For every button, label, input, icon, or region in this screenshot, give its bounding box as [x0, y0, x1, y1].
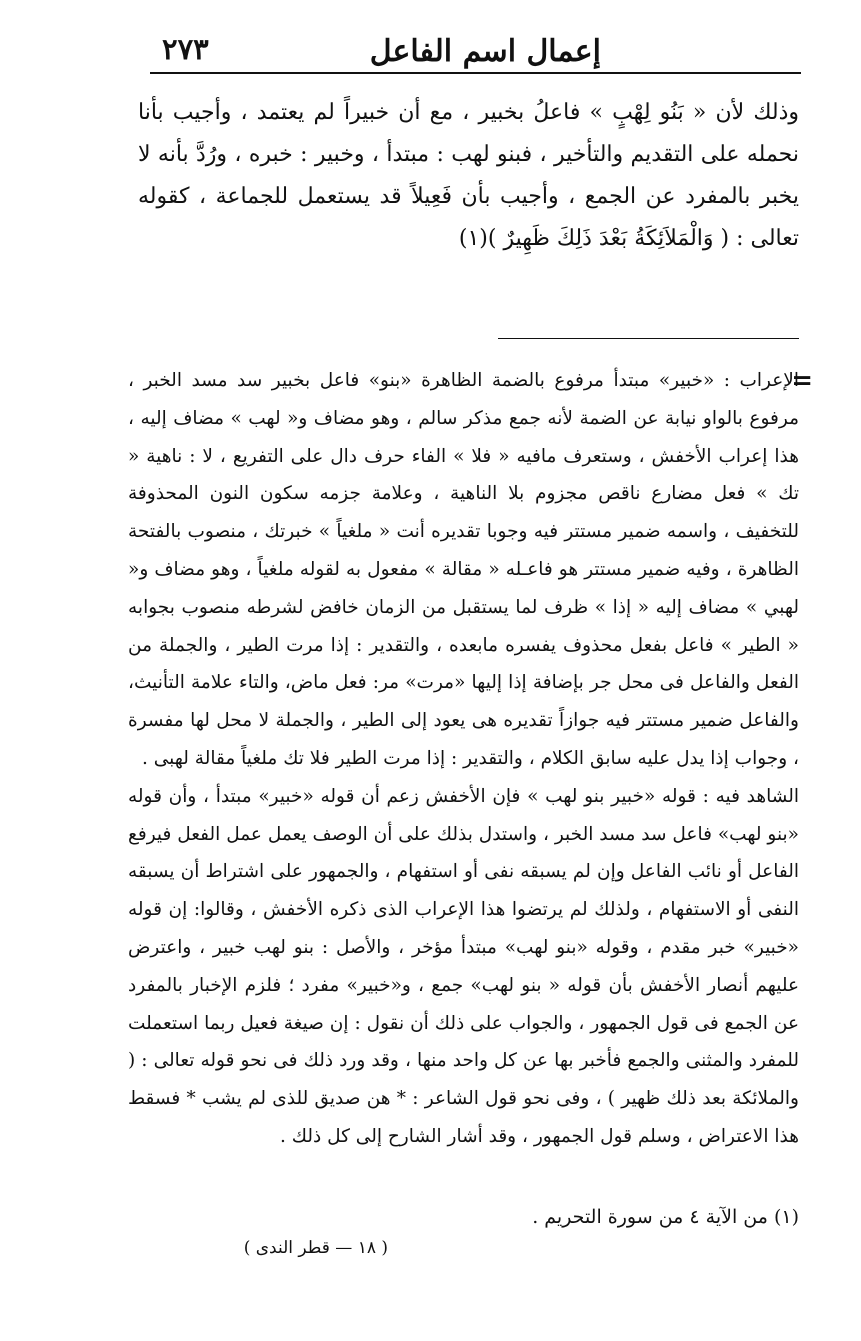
page-title: إعمال اسم الفاعل	[369, 34, 601, 69]
header-rule	[150, 72, 801, 74]
footnote: (١) من الآية ٤ من سورة التحريم .	[532, 1206, 799, 1228]
page-header	[150, 28, 801, 72]
main-paragraph: وذلك لأن « بَنُو لِهْبٍ » فاعلُ بخبير ، مع أن خبيراً لم يعتمد ، وأجيب بأنا نحمله على التقديم والتأخير ، فبنو لهب : مبتدأ ، وخبير : خبره ، ورُدَّ بأنه لا يخبر بالمفرد عن الجمع ، وأجيب بأن فَعِيلاً قد يستعمل للجماعة ، كقوله تعالى : ( وَالْمَلاَئِكَةُ بَعْدَ ذَلِكَ ظَهِيرٌ )(١)	[138, 100, 799, 251]
commentary-block	[128, 362, 799, 1156]
main-text-block	[138, 92, 799, 260]
commentary-paragraph-irab: الإعراب : «خبير» مبتدأ مرفوع بالضمة الظاهرة «بنو» فاعل بخبير سد مسد الخبر ، مرفوع بالواو نيابة عن الضمة لأنه جمع مذكر سالم ، وهو مضاف و« لهب » مضاف إليه ، هذا إعراب الأخفش ، وستعرف مافيه « فلا » الفاء حرف دال على التفريع ، لا : ناهية « تك » فعل مضارع ناقص مجزوم بلا الناهية ، وعلامة جزمه سكون النون المحذوفة للتخفيف ، واسمه ضمير مستتر فيه وجوبا تقديره أنت « ملغياً » خبرتك ، منصوب بالفتحة الظاهرة ، وفيه ضمير مستتر هو فاعـله « مقالة » مفعول به لقوله ملغياً ، وهو مضاف و« لهبي » مضاف إليه « إذا » ظرف لما يستقبل من الزمان خافض لشرطه منصوب بجوابه « الطير » فاعل بفعل محذوف يفسره مابعده ، والتقدير : إذا مرت الطير ، والجملة من الفعل والفاعل فى محل جر بإضافة إذا إليها «مرت» مر: فعل ماض، والتاء علامة التأنيث، والفاعل ضمير مستتر فيه جوازاً تقديره هى يعود إلى الطير ، والجملة لا محل لها مفسرة ، وجواب إذا يدل عليه سابق الكلام ، والتقدير : إذا مرت الطير فلا تك ملغياً مقالة لهبى .	[128, 370, 799, 769]
page-number: ٢٧٣	[162, 32, 209, 66]
section-divider	[498, 338, 799, 339]
commentary-paragraph-shahid: الشاهد فيه : قوله «خبير بنو لهب » فإن الأخفش زعم أن قوله «خبير» مبتدأ ، وأن قوله «بنو لهب» فاعل سد مسد الخبر ، واستدل بذلك على أن الوصف يعمل عمل الفعل فيرفع الفاعل أو نائب الفاعل وإن لم يسبقه نفى أو استفهام ، والجمهور على اشتراط أن يسبقه النفى أو الاستفهام ، ولذلك لم يرتضوا هذا الإعراب الذى ذكره الأخفش ، وقالوا: إن قوله «خبير» خبر مقدم ، وقوله «بنو لهب» مبتدأ مؤخر ، والأصل : بنو لهب خبير ، واعترض عليهم أنصار الأخفش بأن قوله « بنو لهب» جمع ، و«خبير» مفرد ؛ فلزم الإخبار بالمفرد عن الجمع فى قول الجمهور ، والجواب على ذلك أن نقول : إن صيغة فعيل ربما استعملت للمفرد والمثنى والجمع فأخبر بها عن كل واحد منها ، وقد ورد ذلك فى نحو قوله تعالى : ( والملائكة بعد ذلك ظهير ) ، وفى نحو قول الشاعر : * هن صديق للذى لم يشب * فسقط هذا الاعتراض ، وسلم قول الجمهور ، وقد أشار الشارح إلى كل ذلك .	[128, 785, 800, 1147]
commentary-marker: =	[791, 366, 813, 396]
footer-signature: ( ١٨ — قطر الندى )	[243, 1238, 388, 1258]
